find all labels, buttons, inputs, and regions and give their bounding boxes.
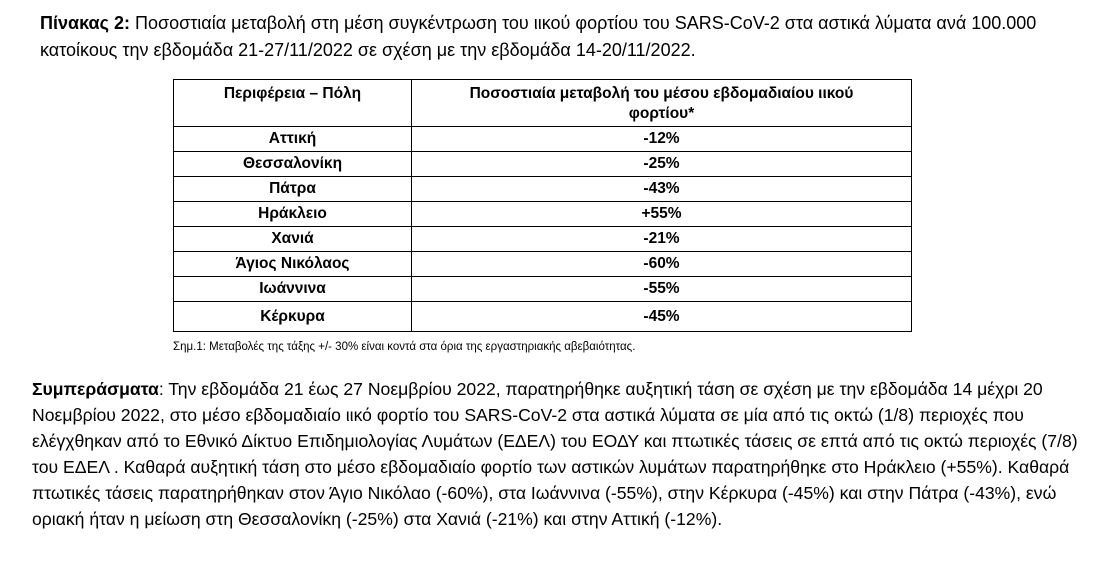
conclusions-label: Συμπεράσματα bbox=[32, 379, 159, 399]
cell-region: Πάτρα bbox=[174, 177, 412, 202]
table-row bbox=[174, 152, 912, 177]
table-row bbox=[174, 127, 912, 152]
cell-region: Ιωάννινα bbox=[174, 277, 412, 302]
cell-change: -25% bbox=[412, 152, 912, 177]
header-change bbox=[412, 80, 912, 127]
table-header-row bbox=[174, 80, 912, 127]
table-row bbox=[174, 202, 912, 227]
cell-region: Κέρκυρα bbox=[174, 302, 412, 332]
table-row bbox=[174, 227, 912, 252]
table-footnote: Σημ.1: Μεταβολές της τάξης +/- 30% είναι κοντά στα όρια της εργαστηριακής αβεβαιότητας. bbox=[173, 341, 636, 353]
header-change-line2: φορτίου* bbox=[628, 105, 695, 122]
cell-change: -60% bbox=[412, 252, 912, 277]
cell-change: -55% bbox=[412, 277, 912, 302]
caption-text: Ποσοστιαία μεταβολή στη μέση συγκέντρωση του ιικού φορτίου του SARS-CoV-2 στα αστικά λύματα ανά 100.000 κατοίκους την εβδομάδα 21-27/11/2022 σε σχέση με την εβδομάδα 14-20/11/2022. bbox=[40, 13, 1037, 60]
table-row bbox=[174, 177, 912, 202]
header-region: Περιφέρεια – Πόλη bbox=[174, 80, 412, 127]
conclusions-text: : Την εβδομάδα 21 έως 27 Νοεμβρίου 2022, παρατηρήθηκε αυξητική τάση σε σχέση με την εβδομάδα 14 μέχρι 20 Νοεμβρίου 2022, στο μέσο εβδομαδιαίο ιικό φορτίο του SARS-CoV-2 στα αστικά λύματα σε μία από τις οκτώ (1/8) περιοχές που ελέγχθηκαν από το Εθνικό Δίκτυο Επιδημιολογίας Λυμάτων (ΕΔΕΛ) του ΕΟΔΥ και πτωτικές τάσεις σε επτά από τις οκτώ περιοχές (7/8) του ΕΔΕΛ . Καθαρά αυξητική τάση στο μέσο εβδομαδιαίο φορτίο των αστικών λυμάτων παρατηρήθηκε στο Ηράκλειο (+55%). Καθαρά πτωτικές τάσεις παρατηρήθηκαν στον Άγιο Νικόλαο (-60%), στα Ιωάννινα (-55%), στην Κέρκυρα (-45%) και στην Πάτρα (-43%), ενώ οριακή ήταν η μείωση στη Θεσσαλονίκη (-25%) στα Χανιά (-21%) και στην Αττική (-12%). bbox=[32, 379, 1078, 529]
table-row bbox=[174, 302, 912, 332]
header-change-line1: Ποσοστιαία μεταβολή του μέσου εβδομαδιαίου ιικού bbox=[469, 85, 854, 102]
cell-region: Χανιά bbox=[174, 227, 412, 252]
cell-change: -43% bbox=[412, 177, 912, 202]
cell-change: -12% bbox=[412, 127, 912, 152]
table-caption bbox=[40, 10, 1080, 64]
cell-change: -45% bbox=[412, 302, 912, 332]
cell-change: +55% bbox=[412, 202, 912, 227]
cell-region: Αττική bbox=[174, 127, 412, 152]
cell-region: Θεσσαλονίκη bbox=[174, 152, 412, 177]
caption-label: Πίνακας 2: bbox=[40, 13, 130, 33]
table-row bbox=[174, 277, 912, 302]
viral-load-change-table bbox=[173, 79, 912, 332]
table-row bbox=[174, 252, 912, 277]
cell-change: -21% bbox=[412, 227, 912, 252]
cell-region: Ηράκλειο bbox=[174, 202, 412, 227]
cell-region: Άγιος Νικόλαος bbox=[174, 252, 412, 277]
conclusions-paragraph bbox=[32, 376, 1082, 532]
